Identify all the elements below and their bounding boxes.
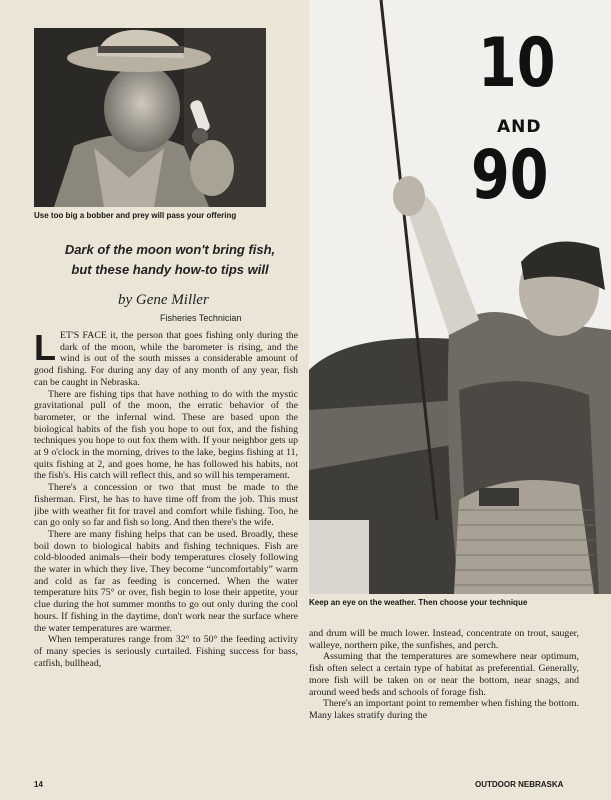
subtitle-line-2: but these handy how-to tips will xyxy=(71,262,269,277)
paragraph-text: ET'S FACE it, the person that goes fishing only during the dark of the moon, while the barometer is rising, and the wind is out of the south misses a considerable amount of good fishing. For during any day of any month of any year, fish can be caught in Nebraska. xyxy=(34,330,298,388)
photo-angler-with-rod-image xyxy=(309,0,611,594)
photo-angler-with-rod xyxy=(309,0,611,594)
headline-and: AND xyxy=(497,117,542,137)
page-number: 14 xyxy=(34,780,43,789)
article-paragraph: When temperatures range from 32° to 50° the feeding activity of many species is seriously curtailed. Fishing success for bass, catfish, bullhead, xyxy=(34,634,298,669)
byline-title: Fisheries Technician xyxy=(160,313,242,323)
article-subtitle xyxy=(40,240,300,280)
article-paragraph: and drum will be much lower. Instead, concentrate on trout, sauger, walleye, northern pike, the sunfishes, and perch. xyxy=(309,628,579,651)
headline-number-top: 10 xyxy=(478,24,556,103)
byline-name: by Gene Miller xyxy=(118,292,209,308)
drop-cap: L xyxy=(34,330,56,368)
article-paragraph: There are many fishing helps that can be used. Broadly, these boil down to biological habits and fishing techniques. Fish are cold-blooded animals—their body temperatures closely following the water in which they live. They become “uncomfortably” warm and cold as far as feeding is concerned. When the water temperature hits 75° or over, fish begin to lose their appetite, your clue during the hot summer months to go out only during the cool hours. If fishing in the daytime, don't work near the surface where the water temperatures are warmer. xyxy=(34,528,298,634)
top-photo-caption: Use too big a bobber and prey will pass your offering xyxy=(34,211,237,220)
article-column-left xyxy=(34,330,298,766)
article-paragraph xyxy=(34,330,298,389)
article-column-right xyxy=(309,628,579,768)
photo-fisherman-bobber-image xyxy=(34,28,266,207)
photo-fisherman-bobber xyxy=(34,28,266,207)
article-paragraph: There are fishing tips that have nothing to do with the mystic gravitational pull of the moon, the erratic behavior of the barometer, or the infernal wind. These are based upon the biological habits of the fish you hope to out fox, and the fishing techniques you hope to out fox them with. If your neighbor gets up at 9 o'clock in the morning, drives to the lake, begins fishing at 11, quits fishing at 2, and goes home, he has followed his habits, not the fish's. His catch will reflect this, and so will his temperament. xyxy=(34,388,298,482)
magazine-name: OUTDOOR NEBRASKA xyxy=(475,780,564,789)
article-paragraph: Assuming that the temperatures are somewhere near optimum, fish often select a certain type of habitat as preferential. Generally, more fish will be taken on or near the bottom, near snags, and around weed beds and schools of forage fish. xyxy=(309,651,579,698)
right-photo-caption: Keep an eye on the weather. Then choose your technique xyxy=(309,598,528,607)
article-paragraph: There's a concession or two that must be made to the fisherman. First, he has to have time off from the job. This must jibe with weather fit for travel and comfort while fishing. Too, he can go only so far and fish so long. And then there's the wife. xyxy=(34,482,298,529)
article-paragraph: There's an important point to remember when fishing the bottom. Many lakes stratify during the xyxy=(309,698,579,721)
headline-number-bottom: 90 xyxy=(471,136,549,215)
subtitle-line-1: Dark of the moon won't bring fish, xyxy=(64,242,276,257)
